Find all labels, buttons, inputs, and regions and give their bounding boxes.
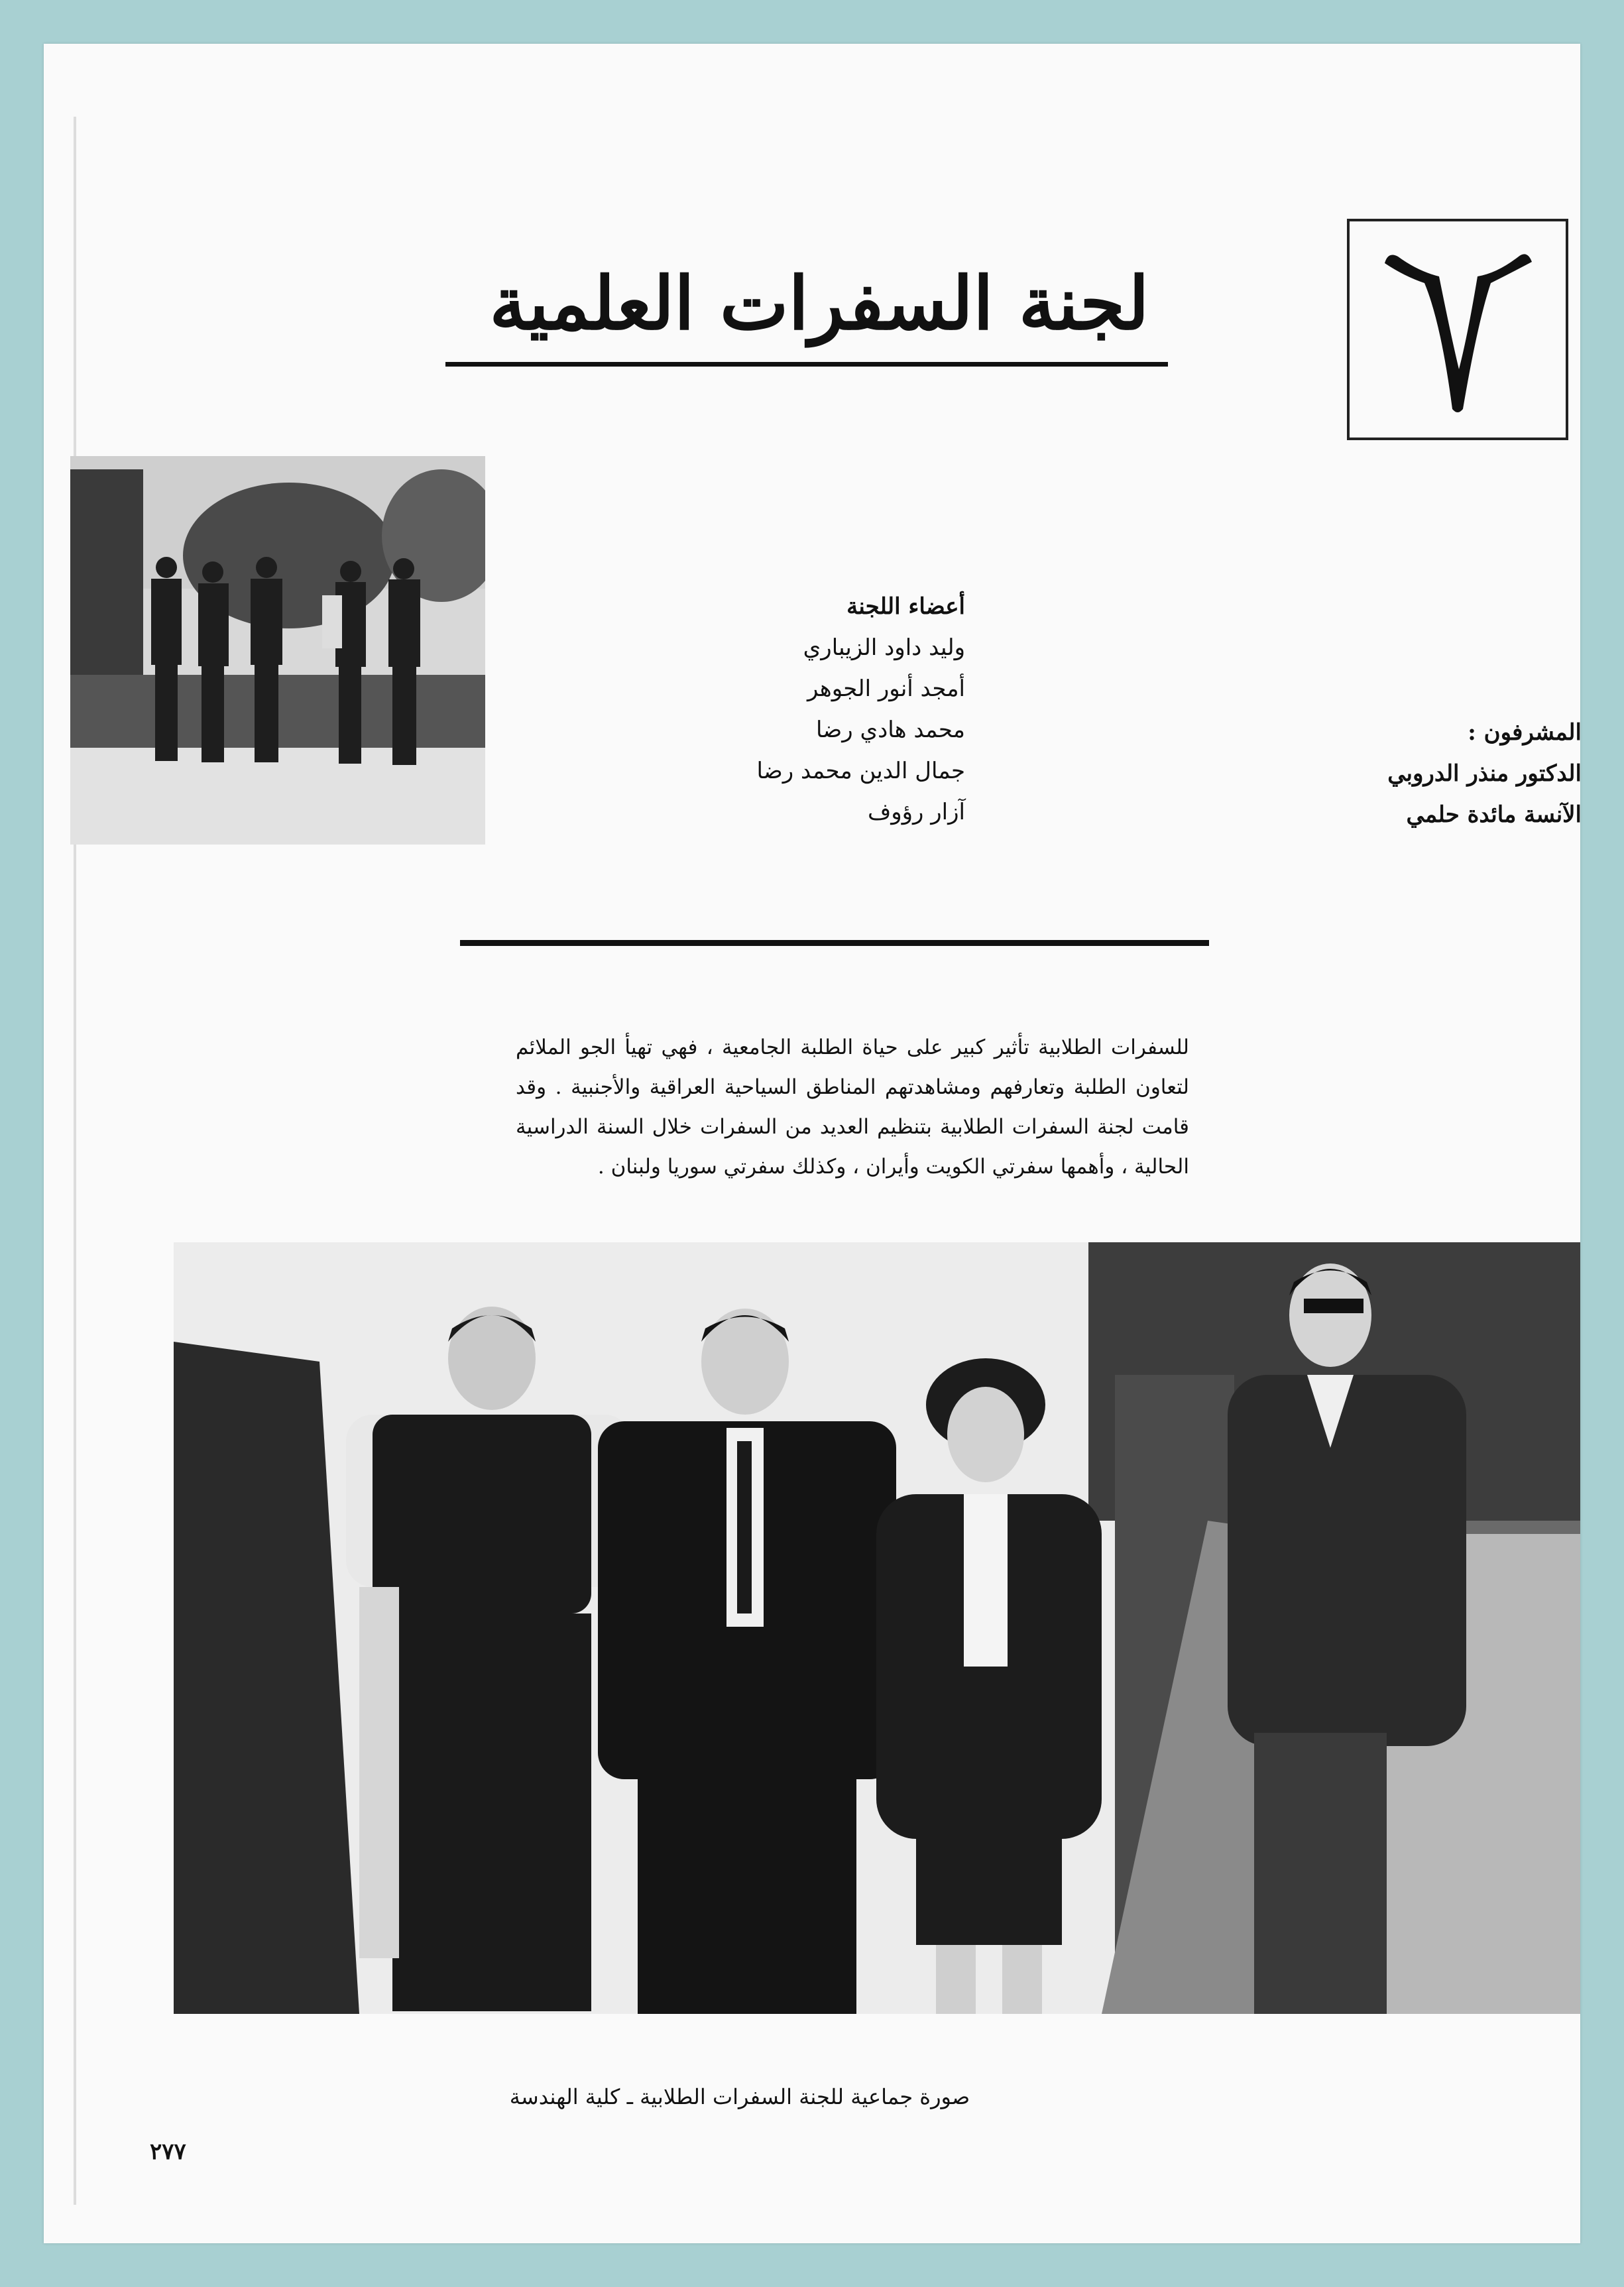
members-heading: أعضاء اللجنة	[846, 593, 965, 620]
committee-photo-small	[70, 456, 485, 845]
yearbook-page	[44, 44, 1580, 2243]
chapter-number-box	[1347, 219, 1568, 440]
binding-edge	[74, 117, 76, 2205]
member-name: آزار رؤوف	[867, 799, 965, 825]
chapter-number-glyph	[1378, 237, 1537, 422]
member-name: وليد داود الزيباري	[803, 634, 965, 661]
member-name: أمجد أنور الجوهر	[807, 675, 965, 702]
supervisors	[1323, 712, 1582, 835]
committee-members	[680, 586, 965, 833]
photo-caption: صورة جماعية للجنة السفرات الطلابية ـ كلية الهندسة	[509, 2084, 970, 2109]
member-name: جمال الدين محمد رضا	[756, 758, 965, 784]
page-title: لجنة السفرات العلمية	[489, 261, 1149, 346]
supervisor-name: الآنسة مائدة حلمي	[1406, 801, 1582, 828]
body-paragraph: للسفرات الطلابية تأثير كبير على حياة الطلبة الجامعية ، فهي تهيأ الجو الملائم لتعاون الطلبة وتعارفهم ومشاهدتهم المناطق السياحية العراقية والأجنبية . وقد قامت لجنة السفرات الطلابية بتنظيم العديد من السفرات خلال السنة الدراسية الحالية ، وأهمها سفرتي الكويت وأيران ، وكذلك سفرتي سوريا ولبنان .	[516, 1035, 1189, 1179]
supervisor-name: الدكتور منذر الدروبي	[1387, 760, 1582, 787]
title-divider	[445, 362, 1168, 367]
supervisors-heading: المشرفون :	[1468, 719, 1582, 746]
committee-photo-large	[174, 1242, 1580, 2014]
page-number: ٢٧٧	[150, 2139, 186, 2165]
member-name: محمد هادي رضا	[816, 717, 965, 743]
section-divider	[460, 940, 1209, 946]
